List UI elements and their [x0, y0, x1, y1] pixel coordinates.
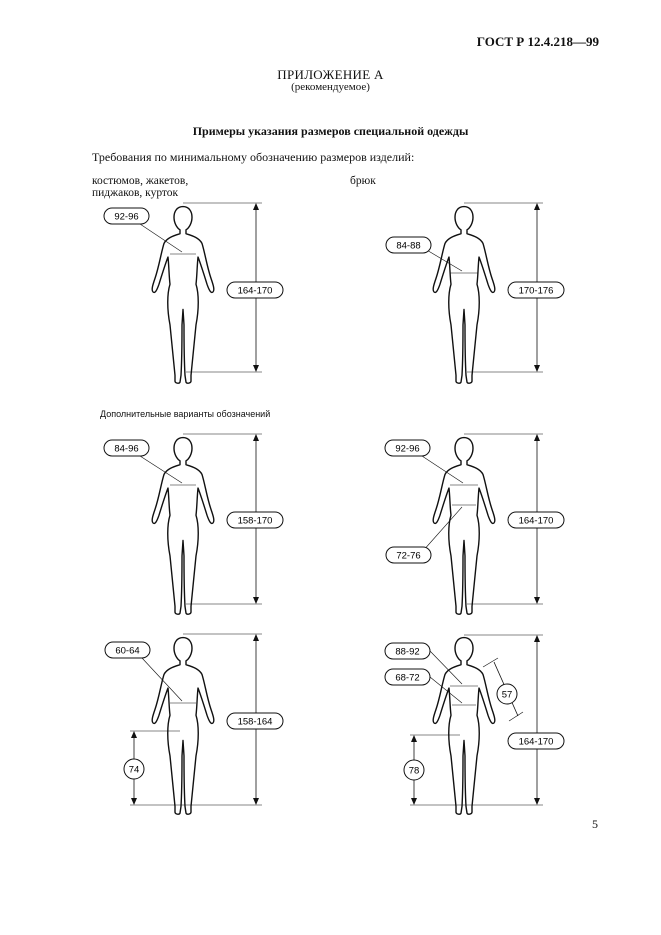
figure-6	[385, 635, 564, 814]
waist-size-label: 84-88	[396, 240, 421, 252]
chest-size-label: 92-96	[114, 211, 139, 223]
figure-5	[105, 634, 283, 814]
height-size-label: 164-170	[518, 736, 554, 748]
figure-4	[385, 434, 564, 614]
chest-size-label: 84-96	[114, 443, 139, 455]
chest-size-label: 92-96	[395, 443, 420, 455]
leg-size-label: 74	[128, 764, 140, 776]
figure-3	[104, 434, 283, 614]
appendix-title: ПРИЛОЖЕНИЕ А	[277, 67, 384, 82]
section-title: Примеры указания размеров специальной одежды	[192, 124, 469, 138]
height-size-label: 164-170	[237, 285, 273, 297]
intro-text: Требования по минимальному обозначению размеров изделий:	[92, 150, 415, 164]
height-size-label: 158-170	[237, 515, 273, 527]
height-size-label: 158-164	[237, 716, 273, 728]
chest-size-label: 60-64	[115, 645, 140, 657]
human-silhouette-icon	[433, 438, 495, 615]
standard-number: ГОСТ Р 12.4.218—99	[476, 34, 599, 49]
height-size-label: 164-170	[518, 515, 554, 527]
human-silhouette-icon	[433, 207, 495, 384]
figure-2	[386, 203, 564, 383]
chest-size-label: 88-92	[395, 646, 420, 658]
height-size-label: 170-176	[518, 285, 554, 297]
human-silhouette-icon	[152, 438, 214, 615]
human-silhouette-icon	[152, 638, 214, 815]
category-jackets-line2: пиджаков, курток	[92, 187, 179, 199]
human-silhouette-icon	[152, 207, 214, 384]
sleeve-size-label: 57	[501, 689, 513, 701]
category-jackets-line1: костюмов, жакетов,	[92, 175, 189, 187]
appendix-subtitle: (рекомендуемое)	[291, 81, 370, 93]
page-number: 5	[592, 817, 598, 831]
waist-size-label: 72-76	[396, 550, 421, 562]
figure-1	[104, 203, 283, 383]
leg-size-label: 78	[408, 765, 420, 777]
category-trousers: брюк	[350, 175, 376, 187]
extra-variants-heading: Дополнительные варианты обозначений	[100, 409, 271, 419]
waist-size-label: 68-72	[395, 672, 420, 684]
